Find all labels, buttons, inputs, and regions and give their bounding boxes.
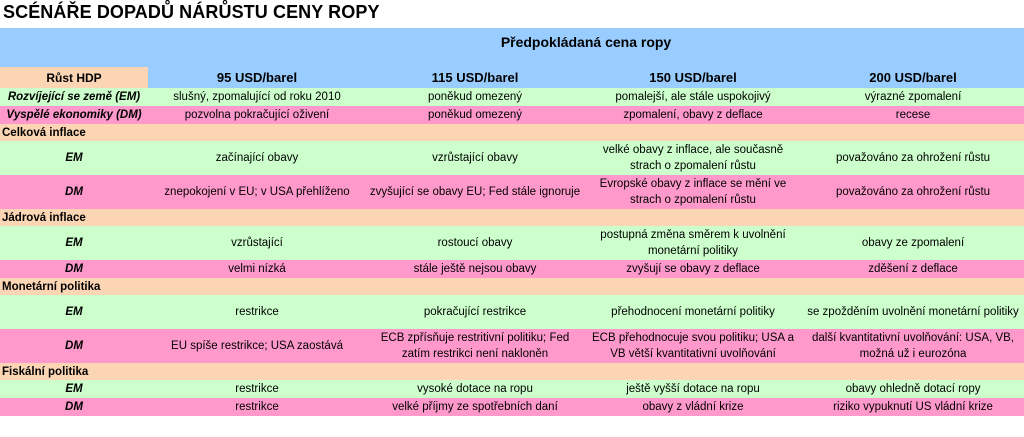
gdp-growth-label: Růst HDP — [0, 67, 148, 88]
row-label: DM — [0, 175, 148, 209]
table-cell: obavy ze zpomalení — [802, 226, 1024, 260]
row-label: EM — [0, 141, 148, 175]
table-cell: začínající obavy — [148, 141, 366, 175]
table-cell: výrazné zpomalení — [802, 88, 1024, 106]
table-cell: obavy z vládní krize — [584, 398, 802, 416]
table-cell: pomalejší, ale stále uspokojivý — [584, 88, 802, 106]
section-title: Celková inflace — [0, 124, 1024, 141]
table-cell: zděšení z deflace — [802, 260, 1024, 278]
table-row — [0, 398, 1024, 416]
table-cell: slušný, zpomalující od roku 2010 — [148, 88, 366, 106]
table-row — [0, 295, 1024, 329]
table-row — [0, 380, 1024, 398]
table-cell: restrikce — [148, 398, 366, 416]
table-cell: vzrůstající obavy — [366, 141, 584, 175]
table-cell: vzrůstající — [148, 226, 366, 260]
table-cell: další kvantitativní uvolňování: USA, VB, možná už i eurozóna — [802, 329, 1024, 363]
table-cell: považováno za ohrožení růstu — [802, 175, 1024, 209]
table-cell: pozvolna pokračující oživení — [148, 106, 366, 124]
row-label: EM — [0, 380, 148, 398]
price-column-95: 95 USD/barel — [148, 67, 366, 88]
price-column-150: 150 USD/barel — [584, 67, 802, 88]
table-row — [0, 106, 1024, 124]
table-cell: zpomalení, obavy z deflace — [584, 106, 802, 124]
header-spacer — [0, 56, 148, 67]
table-row — [0, 226, 1024, 260]
scenario-table — [0, 28, 1024, 416]
table-cell: ECB přehodnocuje svou politiku; USA a VB větší kvantitativní uvolňování — [584, 329, 802, 363]
price-column-115: 115 USD/barel — [366, 67, 584, 88]
table-row — [0, 260, 1024, 278]
row-label: DM — [0, 329, 148, 363]
section-title: Fiskální politika — [0, 363, 1024, 380]
row-label: EM — [0, 226, 148, 260]
table-cell: restrikce — [148, 295, 366, 329]
table-row — [0, 88, 1024, 106]
table-row — [0, 175, 1024, 209]
header-spacer — [0, 28, 148, 56]
row-label: EM — [0, 295, 148, 329]
table-cell: stále ještě nejsou obavy — [366, 260, 584, 278]
table-cell: pokračující restrikce — [366, 295, 584, 329]
table-cell: Evropské obavy z inflace se mění ve strach o zpomalení růstu — [584, 175, 802, 209]
table-cell: velké příjmy ze spotřebních daní — [366, 398, 584, 416]
table-cell: velké obavy z inflace, ale současně strach o zpomalení růstu — [584, 141, 802, 175]
table-cell: riziko vypuknutí US vládní krize — [802, 398, 1024, 416]
table-cell: EU spíše restrikce; USA zaostává — [148, 329, 366, 363]
table-cell: ECB zpřísňuje restritivní politiku; Fed zatím restrikci není nakloněn — [366, 329, 584, 363]
table-cell: velmi nízká — [148, 260, 366, 278]
table-cell: zvyšující se obavy EU; Fed stále ignoruje — [366, 175, 584, 209]
row-label: DM — [0, 260, 148, 278]
table-cell: poněkud omezený — [366, 88, 584, 106]
table-cell: zvyšují se obavy z deflace — [584, 260, 802, 278]
row-label: Rozvíjející se země (EM) — [0, 88, 148, 106]
table-cell: rostoucí obavy — [366, 226, 584, 260]
price-column-200: 200 USD/barel — [802, 67, 1024, 88]
row-label: Vyspělé ekonomiky (DM) — [0, 106, 148, 124]
predicted-price-header: Předpokládaná cena ropy — [148, 28, 1024, 56]
row-label: DM — [0, 398, 148, 416]
table-cell: se zpožděním uvolnění monetární politiky — [802, 295, 1024, 329]
table-cell: recese — [802, 106, 1024, 124]
table-cell: restrikce — [148, 380, 366, 398]
table-row — [0, 141, 1024, 175]
table-cell: znepokojení v EU; v USA přehlíženo — [148, 175, 366, 209]
section-title: Monetární politika — [0, 278, 1024, 295]
table-row — [0, 329, 1024, 363]
table-cell: považováno za ohrožení růstu — [802, 141, 1024, 175]
table-cell: postupná změna směrem k uvolnění monetární politiky — [584, 226, 802, 260]
section-title: Jádrová inflace — [0, 209, 1024, 226]
table-cell: přehodnocení monetární politiky — [584, 295, 802, 329]
table-cell: vysoké dotace na ropu — [366, 380, 584, 398]
header-spacer — [148, 56, 1024, 67]
table-cell: obavy ohledně dotací ropy — [802, 380, 1024, 398]
page-title: SCÉNÁŘE DOPADŮ NÁRŮSTU CENY ROPY — [3, 2, 380, 22]
table-cell: ještě vyšší dotace na ropu — [584, 380, 802, 398]
table-cell: poněkud omezený — [366, 106, 584, 124]
